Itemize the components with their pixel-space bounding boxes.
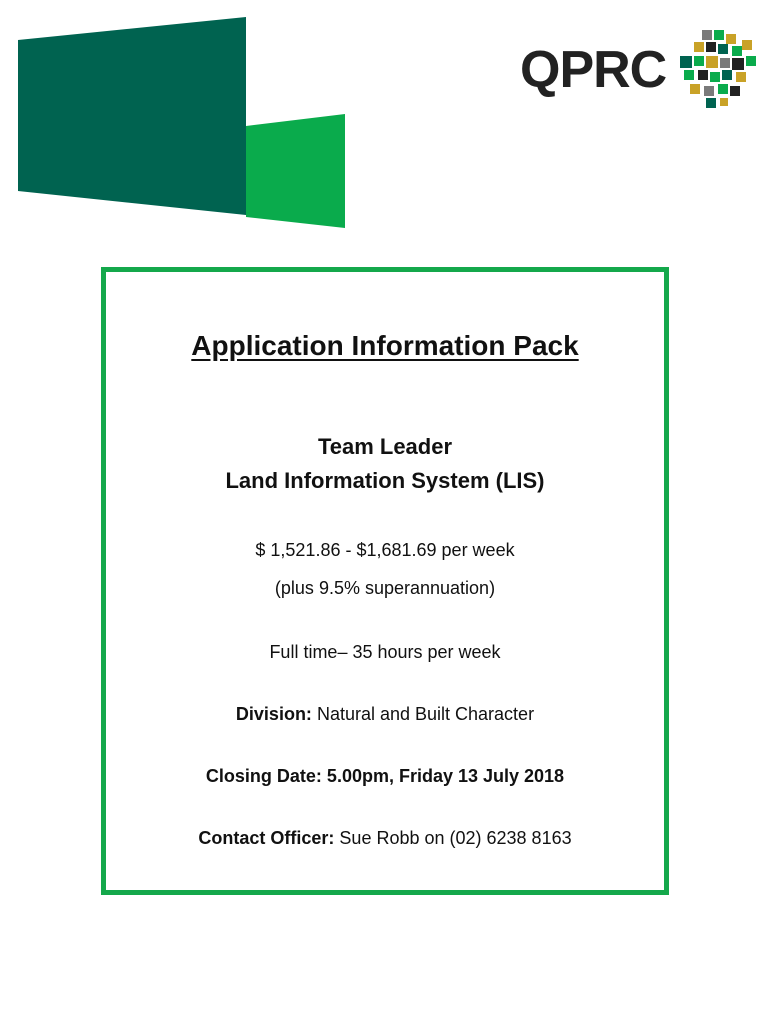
bright-green-panel [246,114,345,228]
contact-label: Contact Officer: [198,828,335,848]
role-line-1: Team Leader [317,434,453,459]
role-title [106,430,664,498]
division-line [106,704,664,725]
work-hours: Full time– 35 hours per week [269,642,501,662]
qprc-logo [520,26,760,110]
division-label: Division: [235,704,312,724]
page-title: Application Information Pack [191,330,579,361]
info-box [101,267,669,895]
logo-wordmark: QPRC [520,41,667,99]
qprc-pixel-mark-icon [680,26,760,110]
role-line-2: Land Information System (LIS) [225,468,545,493]
header-banner-graphic [0,0,360,240]
dark-green-panel [18,17,246,215]
contact-line [106,828,664,849]
division-value: Natural and Built Character [316,704,535,724]
superannuation-note: (plus 9.5% superannuation) [274,578,496,598]
closing-date: Closing Date: 5.00pm, Friday 13 July 2018 [205,766,565,786]
salary-range: $ 1,521.86 - $1,681.69 per week [255,540,515,560]
contact-value: Sue Robb on (02) 6238 8163 [339,828,572,848]
